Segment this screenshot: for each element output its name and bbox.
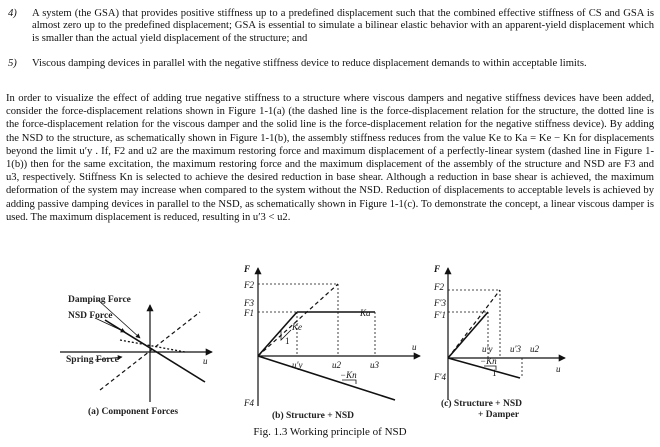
panel-b-f-label: F — [244, 264, 251, 274]
panel-b-f1: F1 — [244, 308, 254, 318]
figure-caption: Fig. 1.3 Working principle of NSD — [253, 426, 407, 438]
list-text: A system (the GSA) that provides positive stiffness up to a predefined displacement such that the combined effective stiffness of CS and GSA is almost zero up to the predefined displacement; GSA is essential to simulate a bilinear elastic behavior with an apparent-yield displacement which is smaller than the actual yield displacement of the structure; and — [32, 8, 654, 44]
panel-b-f4: F4 — [244, 398, 254, 408]
panel-c-f2: F2 — [434, 282, 444, 292]
panel-b-caption: (b) Structure + NSD — [272, 411, 355, 421]
panel-c-f3: F′3 — [434, 298, 446, 308]
body-paragraph: In order to visualize the effect of adding true negative stiffness to a structure where viscous dampers and negative stiffness devices have been added, consider the force-displacement relations shown in Figure 1-1(a) (the dashed line is the force-displacement relation for the structure, the dotted line is the force-displacement relation for the viscous damper and the solid line is the force-displacement relation for the negative stiffness device). By adding the NSD to the structure, as schematically shown in Figure 1-1(b), the assembly stiffness reduces from the value Ke to Ka = Ke − Kn for displacements beyond the limit u′y . If, F2 and u2 are the maximum restoring force and maximum displacement of a perfectly-linear system (dashed line in Figure 1-1(b)) then for the same excitation, the maximum restoring force and the maximum displacement of the assembly of the structure and NSD are F3 and u3, respectively. Stiffness Kn is selected to achieve the desired reduction in base shear. Although a reduction in base shear is achieved, the maximum deformation of the system may increase when compared to the system without the NSD. Reduction of displacements to acceptable levels is achieved by adding passive damping devices in parallel to the NSD, as schematically shown in Figure 1-1(c). To demonstrate the concept, a linear viscous damper is used. The maximum displacement is reduced, resulting in u′3 < u2. — [6, 93, 654, 223]
panel-c-f1: F′1 — [434, 310, 446, 320]
panel-a-u-label: u — [203, 356, 208, 366]
panel-c-u2: u2 — [530, 344, 539, 354]
panel-c-caption-line2: + Damper — [478, 410, 520, 420]
panel-c-f4: F′4 — [434, 372, 446, 382]
structure-elastic-line — [258, 312, 297, 356]
panel-a-caption: (a) Component Forces — [88, 407, 179, 417]
panel-c-caption-line1: (c) Structure + NSD — [441, 399, 522, 409]
linear-structure-line — [258, 284, 338, 356]
panel-b-ka: Ka — [360, 308, 371, 318]
panel-b-uy: u′y — [292, 360, 303, 370]
panel-b-u-label: u — [412, 342, 417, 352]
panel-b-one: 1 — [285, 336, 290, 346]
list-number: 5) — [8, 58, 17, 69]
panel-b-ke: Ke — [292, 322, 302, 332]
panel-b-u2: u2 — [332, 360, 341, 370]
panel-c-kn: −Kn — [480, 356, 497, 366]
spring-force-label: Spring Force — [66, 355, 119, 365]
panel-a — [60, 295, 212, 417]
panel-c-one: 1 — [492, 368, 497, 378]
panel-c-u3: u′3 — [510, 344, 521, 354]
nsd-force-label: NSD Force — [68, 311, 113, 321]
panel-b — [243, 264, 420, 421]
list-number: 4) — [8, 8, 17, 19]
panel-b-f2: F2 — [244, 280, 254, 290]
damping-force-label: Damping Force — [68, 295, 131, 305]
list-text: Viscous damping devices in parallel with the negative stiffness device to reduce displacement demands to within acceptable limits. — [32, 58, 587, 69]
panel-b-kn: −Kn — [340, 370, 357, 380]
panel-c-uy: u′y — [482, 344, 493, 354]
panel-b-u3: u3 — [370, 360, 379, 370]
panel-b-f3: F3 — [244, 298, 254, 308]
panel-c-u-label: u — [556, 364, 561, 374]
panel-c — [433, 264, 565, 420]
panel-c-f-label: F — [434, 264, 441, 274]
